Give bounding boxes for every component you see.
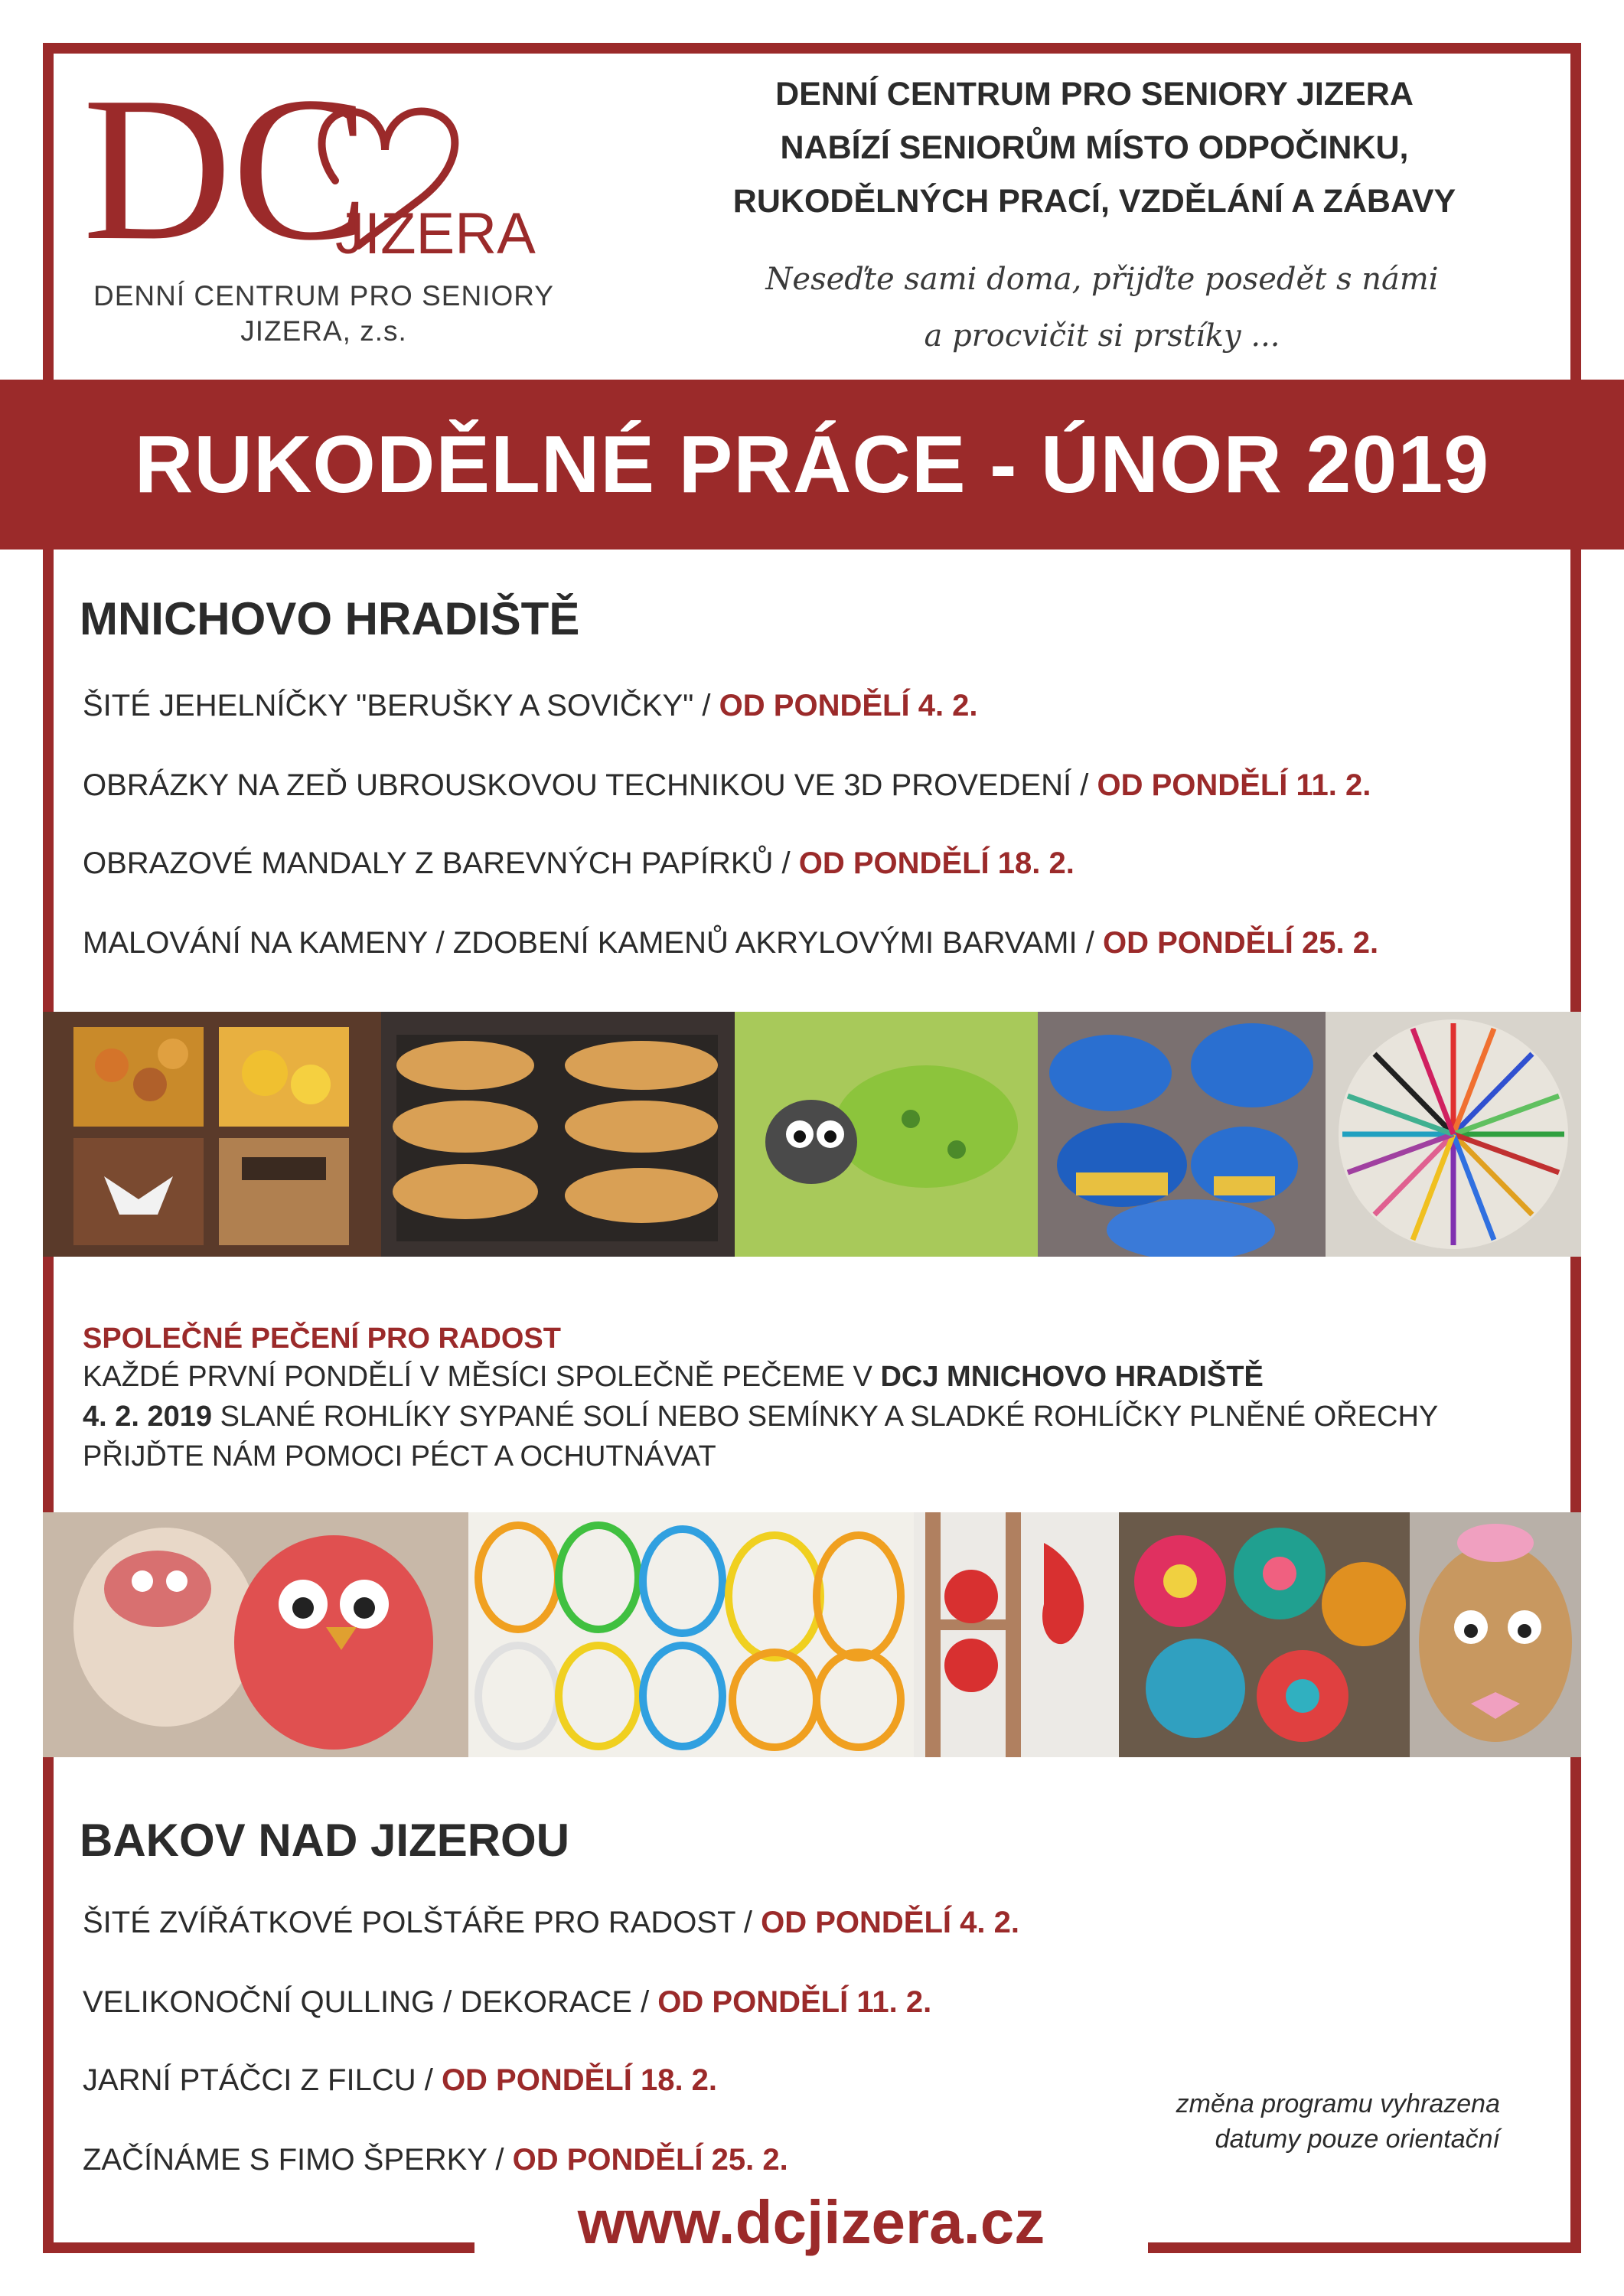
- photo-row-2: [43, 1512, 1581, 1757]
- note: [1026, 2086, 1500, 2157]
- header-text: [628, 67, 1561, 228]
- note-line1: změna programu vyhrazena: [1176, 2089, 1500, 2118]
- photo-quilling-decorations: [468, 1512, 914, 1757]
- photo-animal-pillows: [43, 1512, 468, 1757]
- baking-title: SPOLEČNÉ PEČENÍ PRO RADOST: [83, 1322, 561, 1355]
- section-title-mnichovo: MNICHOVO HRADIŠTĚ: [80, 593, 580, 644]
- photo-fimo-animal: [1410, 1512, 1581, 1757]
- photo-painted-stones: [1038, 1012, 1326, 1257]
- banner-title: RUKODĚLNÉ PRÁCE - ÚNOR 2019: [134, 419, 1490, 510]
- list-item: VELIKONOČNÍ QULLING / DEKORACE / OD PONDĚLÍ 11. 2.: [83, 1985, 932, 2019]
- photo-baked-rolls: [381, 1012, 735, 1257]
- note-line2: datumy pouze orientační: [1215, 2125, 1500, 2154]
- photo-felt-owls: [1119, 1512, 1410, 1757]
- motto-line1: Neseďte sami doma, přijďte posedět s námi: [765, 262, 1439, 297]
- photo-felt-birds: [914, 1512, 1119, 1757]
- motto: [689, 251, 1515, 364]
- logo-heart-icon: [83, 66, 572, 280]
- logo-subtitle-line2: JIZERA, z.s.: [240, 315, 407, 347]
- motto-line2: a procvičit si prstíky ...: [924, 318, 1280, 354]
- list-item: JARNÍ PTÁČCI Z FILCU / OD PONDĚLÍ 18. 2.: [83, 2063, 718, 2097]
- header-line2: NABÍZÍ SENIORŮM MÍSTO ODPOČINKU,: [780, 129, 1409, 166]
- photo-row-1: [43, 1012, 1581, 1257]
- section-title-bakov: BAKOV NAD JIZEROU: [80, 1815, 570, 1866]
- header-line1: DENNÍ CENTRUM PRO SENIORY JIZERA: [775, 76, 1414, 113]
- list-item: ŠITÉ JEHELNÍČKY "BERUŠKY A SOVIČKY" / OD PONDĚLÍ 4. 2.: [83, 689, 978, 722]
- baking-line2: 4. 2. 2019 SLANÉ ROHLÍKY SYPANÉ SOLÍ NEBO SEMÍNKY A SLADKÉ ROHLÍČKY PLNĚNÉ OŘECHY: [83, 1401, 1439, 1433]
- title-banner: [0, 380, 1624, 550]
- logo-subtitle-line1: DENNÍ CENTRUM PRO SENIORY: [93, 280, 554, 311]
- photo-napkin-pictures: [43, 1012, 381, 1257]
- logo-brand: JIZERA: [335, 201, 536, 266]
- list-item: MALOVÁNÍ NA KAMENY / ZDOBENÍ KAMENŮ AKRYLOVÝMI BARVAMI / OD PONDĚLÍ 25. 2.: [83, 926, 1379, 960]
- logo-letters: DC: [83, 66, 370, 280]
- list-item: OBRÁZKY NA ZEĎ UBROUSKOVOU TECHNIKOU VE 3D PROVEDENÍ / OD PONDĚLÍ 11. 2.: [83, 768, 1371, 802]
- baking-line3: PŘIJĎTE NÁM POMOCI PÉCT A OCHUTNÁVAT: [83, 1440, 716, 1473]
- list-item: ŠITÉ ZVÍŘÁTKOVÉ POLŠTÁŘE PRO RADOST / OD PONDĚLÍ 4. 2.: [83, 1906, 1019, 1939]
- website-link[interactable]: www.dcjizera.cz: [577, 2188, 1045, 2256]
- logo-subtitle: [83, 279, 565, 349]
- list-item: OBRAZOVÉ MANDALY Z BAREVNÝCH PAPÍRKŮ / OD PONDĚLÍ 18. 2.: [83, 846, 1075, 880]
- photo-felt-bug: [735, 1012, 1038, 1257]
- photo-paper-mandala: [1326, 1012, 1581, 1257]
- list-item: ZAČÍNÁME S FIMO ŠPERKY / OD PONDĚLÍ 25. 2.: [83, 2143, 788, 2177]
- header-line3: RUKODĚLNÝCH PRACÍ, VZDĚLÁNÍ A ZÁBAVY: [732, 183, 1456, 220]
- logo: [83, 66, 572, 357]
- baking-line1: KAŽDÉ PRVNÍ PONDĚLÍ V MĚSÍCI SPOLEČNĚ PEČEME V DCJ MNICHOVO HRADIŠTĚ: [83, 1361, 1264, 1393]
